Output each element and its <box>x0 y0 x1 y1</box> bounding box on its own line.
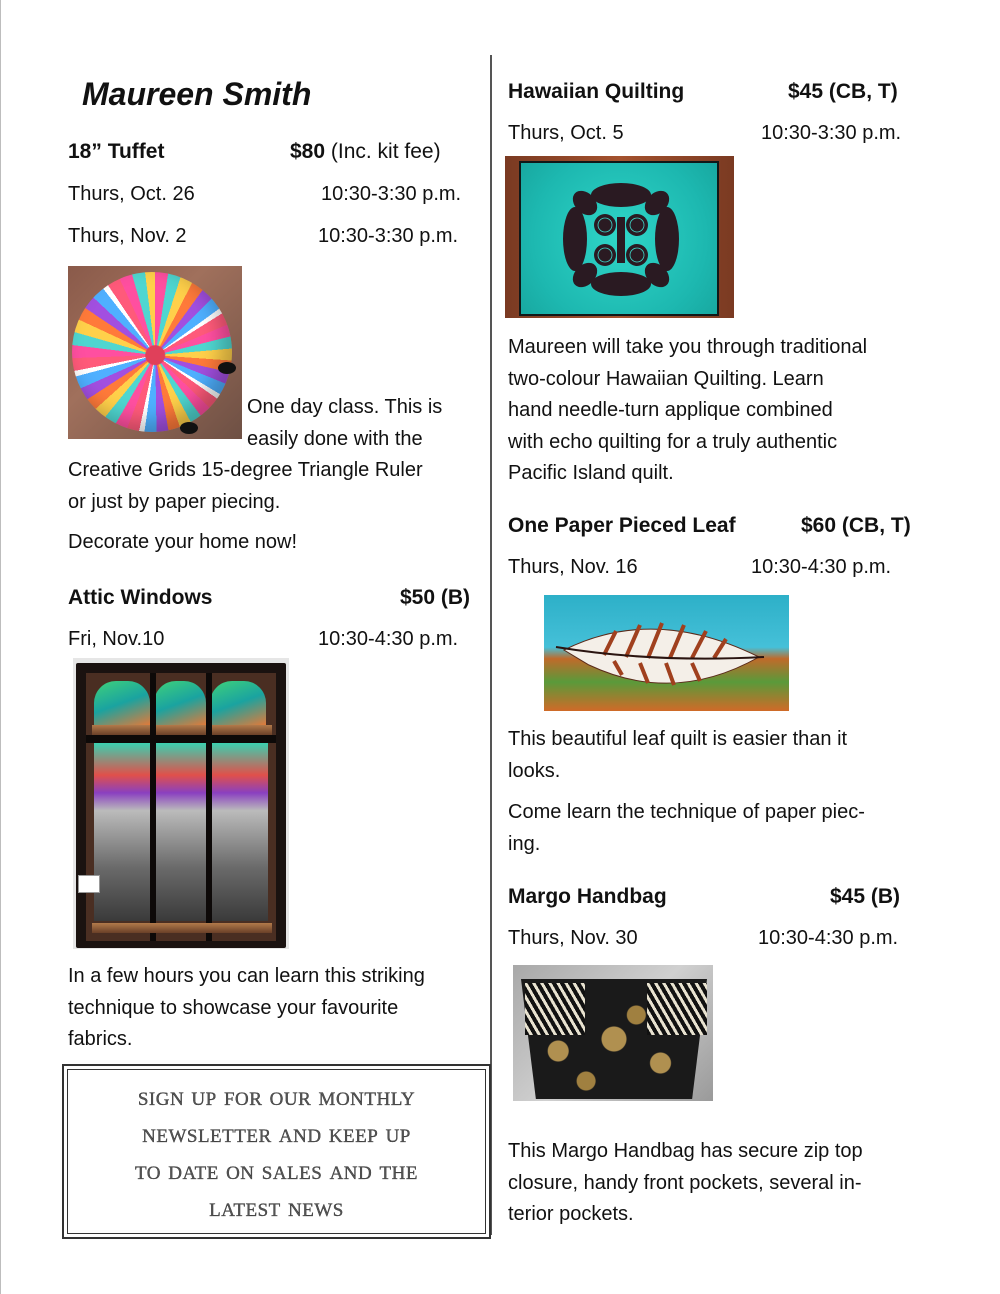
handbag-description <box>508 1136 863 1231</box>
text-line: Pacific Island quilt. <box>508 462 674 484</box>
tuffet-foot <box>218 362 236 374</box>
handbag-pocket <box>525 983 585 1035</box>
text-line: Come learn the technique of paper piec- <box>508 801 865 823</box>
text-line: looks. <box>508 759 561 782</box>
handbag-time: 10:30-4:30 p.m. <box>758 927 899 949</box>
text-line: fabrics. <box>68 1028 133 1050</box>
text-line: with echo quilting for a truly authentic <box>508 430 838 453</box>
city-pane <box>212 743 268 921</box>
newsletter-signup-box <box>62 1064 491 1239</box>
hawaiian-time: 10:30-3:30 p.m. <box>761 122 902 144</box>
quilt-border <box>86 673 276 941</box>
leaf-time: 10:30-4:30 p.m. <box>751 556 892 578</box>
handbag-pocket <box>647 983 707 1035</box>
window-pane <box>154 681 206 725</box>
attic-windows-date: Fri, Nov.10 <box>68 628 165 650</box>
tuffet-photo <box>68 266 242 439</box>
turtle-motif-icon <box>561 177 681 302</box>
leaf-quilt-photo <box>544 595 789 711</box>
tuffet-ball <box>72 272 232 432</box>
margo-handbag-photo <box>513 965 713 1101</box>
text-line: ing. <box>508 832 541 855</box>
window-pane <box>210 681 266 725</box>
tuffet-price <box>290 140 441 164</box>
quilt-label-tag <box>78 875 100 893</box>
text-line: newsletter and keep up <box>142 1117 411 1148</box>
handbag-price: $45 (B) <box>830 885 901 908</box>
text-line: One day class. This is <box>247 396 443 418</box>
city-pane <box>94 743 150 921</box>
attic-windows-time: 10:30-4:30 p.m. <box>318 628 459 650</box>
tuffet-price-amount: $80 <box>290 140 326 163</box>
newsletter-text <box>135 1078 418 1226</box>
text-line: technique to showcase your favourite <box>68 996 399 1019</box>
leaf-icon <box>544 595 789 711</box>
window-transom <box>86 735 276 743</box>
text-line: latest news <box>209 1191 344 1222</box>
tuffet-tagline: Decorate your home now! <box>68 531 298 553</box>
hawaiian-quilt-photo <box>505 156 734 318</box>
leaf-title: One Paper Pieced Leaf <box>508 514 736 537</box>
tuffet-session-1-date: Thurs, Oct. 26 <box>68 183 195 205</box>
text-line: to date on sales and the <box>135 1154 418 1185</box>
text-line: Creative Grids 15-degree Triangle Ruler <box>68 459 423 481</box>
attic-windows-quilt-photo <box>73 658 289 949</box>
tuffet-description <box>68 455 423 518</box>
quilt <box>519 161 719 316</box>
hawaiian-date: Thurs, Oct. 5 <box>508 122 624 144</box>
window-mullion <box>206 673 212 941</box>
handbag-title: Margo Handbag <box>508 885 667 908</box>
text-line: In a few hours you can learn this striking <box>68 965 425 987</box>
tuffet-session-1-time: 10:30-3:30 p.m. <box>321 183 462 205</box>
hawaiian-price: $45 (CB, T) <box>788 80 898 103</box>
tuffet-session-2-time: 10:30-3:30 p.m. <box>318 225 459 247</box>
leaf-description-2 <box>508 797 865 860</box>
hawaiian-title: Hawaiian Quilting <box>508 80 685 103</box>
text-line: This Margo Handbag has secure zip top <box>508 1140 863 1162</box>
text-line: or just by paper piecing. <box>68 490 281 513</box>
text-line: easily done with the <box>247 427 423 450</box>
attic-windows-price: $50 (B) <box>400 586 471 609</box>
column-divider <box>490 55 492 1235</box>
text-line: hand needle-turn applique combined <box>508 399 833 421</box>
tuffet-foot <box>180 422 198 434</box>
tuffet-title: 18” Tuffet <box>68 140 165 163</box>
window-mullion <box>150 673 156 941</box>
handbag-date: Thurs, Nov. 30 <box>508 927 638 949</box>
newsletter-inner-border <box>67 1069 486 1234</box>
city-pane <box>156 743 206 921</box>
attic-windows-title: Attic Windows <box>68 586 213 609</box>
window-sill <box>92 725 272 735</box>
quilt-frame <box>76 663 286 948</box>
tuffet-price-note: (Inc. kit fee) <box>325 140 441 163</box>
text-line: terior pockets. <box>508 1203 634 1225</box>
text-line: sign up for our monthly <box>137 1080 416 1111</box>
leaf-date: Thurs, Nov. 16 <box>508 556 638 578</box>
leaf-description <box>508 724 847 787</box>
attic-windows-description <box>68 961 425 1056</box>
tuffet-description-wrap <box>247 392 442 455</box>
window-pane <box>94 681 150 725</box>
text-line: closure, handy front pockets, several in- <box>508 1171 862 1194</box>
tuffet-session-2-date: Thurs, Nov. 2 <box>68 225 187 247</box>
hawaiian-description <box>508 332 867 490</box>
leaf-price: $60 (CB, T) <box>801 514 911 537</box>
text-line: This beautiful leaf quilt is easier than it <box>508 728 848 750</box>
text-line: Maureen will take you through traditional <box>508 336 868 358</box>
window-sill <box>92 923 272 933</box>
text-line: two-colour Hawaiian Quilting. Learn <box>508 367 824 390</box>
instructor-name: Maureen Smith <box>82 76 312 112</box>
page-edge <box>0 0 1 1294</box>
